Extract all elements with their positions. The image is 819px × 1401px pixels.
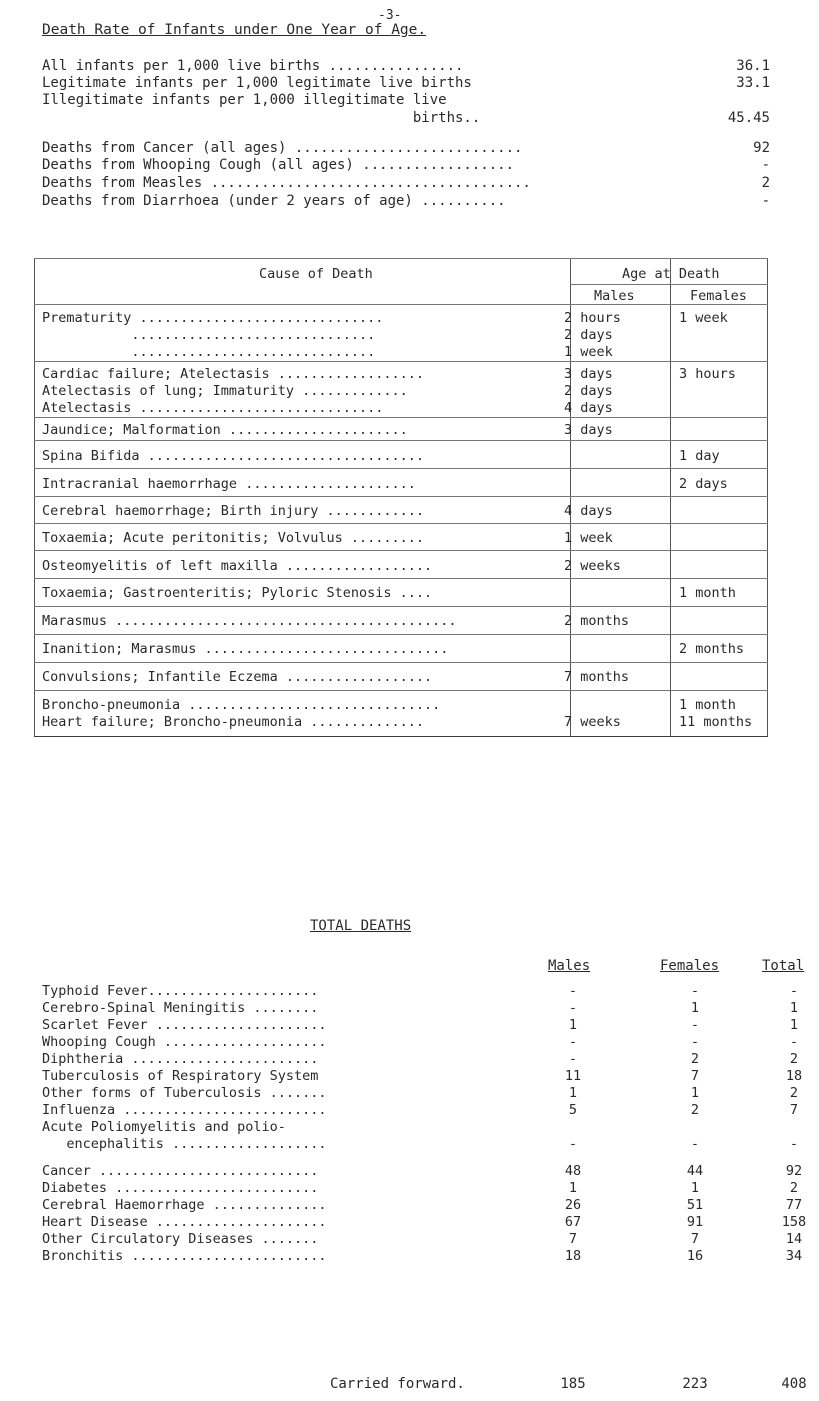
total-deaths-row xyxy=(42,1017,799,1035)
disease-name: Diabetes ......................... xyxy=(42,1180,319,1196)
totals-title: TOTAL DEATHS xyxy=(310,918,412,934)
row-divider xyxy=(34,468,768,469)
males-count: 48 xyxy=(564,1163,582,1179)
male-age-at-death: 2 weeks xyxy=(564,558,621,574)
total-count: 2 xyxy=(789,1051,799,1067)
male-age-at-death: 7 weeks xyxy=(564,714,621,730)
females-count: 1 xyxy=(690,1000,700,1016)
cause-of-death: .............................. xyxy=(42,327,376,343)
females-count: - xyxy=(690,1017,700,1033)
male-age-at-death: 4 days xyxy=(564,400,613,416)
carried-forward-males: 185 xyxy=(560,1376,586,1392)
rate-row xyxy=(42,92,770,110)
rate-label: Deaths from Diarrhoea (under 2 years of age) .......... xyxy=(42,193,506,209)
cause-of-death: Jaundice; Malformation ...................... xyxy=(42,422,408,438)
rate-value: 2 xyxy=(761,175,770,191)
male-age-at-death: 4 days xyxy=(564,503,613,519)
rate-value: 92 xyxy=(753,140,770,156)
disease-name: Tuberculosis of Respiratory System xyxy=(42,1068,319,1084)
disease-name: Cerebro-Spinal Meningitis ........ xyxy=(42,1000,319,1016)
female-age-at-death: 2 days xyxy=(679,476,728,492)
males-count: 7 xyxy=(568,1231,578,1247)
cause-of-death: Broncho-pneumonia ............................... xyxy=(42,697,441,713)
female-age-at-death: 1 month xyxy=(679,697,736,713)
total-count: 158 xyxy=(781,1214,807,1230)
total-count: 18 xyxy=(785,1068,803,1084)
female-age-at-death: 1 month xyxy=(679,585,736,601)
age-at-death-header: Age at Death xyxy=(622,266,720,282)
total-deaths-row xyxy=(42,1119,782,1137)
rate-value: - xyxy=(761,157,770,173)
female-age-at-death: 1 week xyxy=(679,310,728,326)
cause-of-death: Cardiac failure; Atelectasis .................. xyxy=(42,366,425,382)
males-count: 11 xyxy=(564,1068,582,1084)
male-age-at-death: 2 days xyxy=(564,383,613,399)
females-count: 7 xyxy=(690,1068,700,1084)
cause-of-death: Atelectasis of lung; Immaturity ............. xyxy=(42,383,408,399)
row-divider xyxy=(34,550,768,551)
total-count: 34 xyxy=(785,1248,803,1264)
row-divider xyxy=(34,523,768,524)
males-count: - xyxy=(568,1034,578,1050)
females-count: 1 xyxy=(690,1180,700,1196)
total-deaths-row xyxy=(42,1248,803,1266)
male-age-at-death: 2 months xyxy=(564,613,630,629)
females-count: 1 xyxy=(690,1085,700,1101)
row-divider xyxy=(34,361,768,362)
female-age-at-death: 2 months xyxy=(679,641,745,657)
page-number: -3- xyxy=(378,8,402,23)
males-count: 1 xyxy=(568,1180,578,1196)
disease-name: Other Circulatory Diseases ....... xyxy=(42,1231,319,1247)
male-age-at-death: 2 hours xyxy=(564,310,621,326)
disease-name: Other forms of Tuberculosis ....... xyxy=(42,1085,327,1101)
total-deaths-row xyxy=(42,1136,799,1154)
total-deaths-row xyxy=(42,1051,799,1069)
males-count: - xyxy=(568,1136,578,1152)
cause-header: Cause of Death xyxy=(259,266,373,282)
disease-name: Scarlet Fever ..................... xyxy=(42,1017,327,1033)
cause-of-death: Atelectasis .............................. xyxy=(42,400,384,416)
male-age-at-death: 1 week xyxy=(564,344,613,360)
cause-of-death: Marasmus .......................................... xyxy=(42,613,457,629)
carried-forward-row xyxy=(330,1376,807,1396)
total-deaths-row xyxy=(42,1068,803,1086)
rate-row xyxy=(42,140,770,158)
total-deaths-row xyxy=(42,1197,803,1215)
rate-row xyxy=(42,193,770,211)
females-count: - xyxy=(690,1034,700,1050)
total-count: 2 xyxy=(789,1085,799,1101)
cause-of-death: Toxaemia; Acute peritonitis; Volvulus ......... xyxy=(42,530,425,546)
males-count: 67 xyxy=(564,1214,582,1230)
cause-of-death: Osteomyelitis of left maxilla .................. xyxy=(42,558,433,574)
males-header: Males xyxy=(594,288,635,304)
female-age-at-death: 1 day xyxy=(679,448,720,464)
total-count: 92 xyxy=(785,1163,803,1179)
disease-name: Acute Poliomyelitis and polio- xyxy=(42,1119,286,1135)
total-count: 1 xyxy=(789,1017,799,1033)
disease-name: Influenza ......................... xyxy=(42,1102,327,1118)
females-count: 16 xyxy=(686,1248,704,1264)
row-divider xyxy=(34,440,768,441)
total-deaths-row xyxy=(42,1163,803,1181)
male-age-at-death: 1 week xyxy=(564,530,613,546)
males-count: 26 xyxy=(564,1197,582,1213)
cause-of-death: Prematurity .............................. xyxy=(42,310,384,326)
total-count: 2 xyxy=(789,1180,799,1196)
rate-label: Legitimate infants per 1,000 legitimate live births xyxy=(42,75,472,91)
disease-name: Diphtheria ....................... xyxy=(42,1051,319,1067)
row-divider xyxy=(34,578,768,579)
cause-of-death: Intracranial haemorrhage ..................... xyxy=(42,476,416,492)
rate-value: 36.1 xyxy=(736,58,770,74)
rate-row xyxy=(42,175,770,193)
females-count: 51 xyxy=(686,1197,704,1213)
row-divider xyxy=(34,662,768,663)
rate-label: Deaths from Whooping Cough (all ages) .................. xyxy=(42,157,515,173)
females-header: Females xyxy=(690,288,747,304)
total-count: 77 xyxy=(785,1197,803,1213)
disease-name: Bronchitis ........................ xyxy=(42,1248,327,1264)
rate-label: Illegitimate infants per 1,000 illegitimate live xyxy=(42,92,447,108)
row-divider xyxy=(34,496,768,497)
total-deaths-row xyxy=(42,983,799,1001)
total-deaths-row xyxy=(42,1085,799,1103)
males-count: 1 xyxy=(568,1085,578,1101)
male-age-at-death: 7 months xyxy=(564,669,630,685)
disease-name: Heart Disease ..................... xyxy=(42,1214,327,1230)
males-count: - xyxy=(568,1051,578,1067)
row-divider xyxy=(34,690,768,691)
female-age-at-death: 11 months xyxy=(679,714,753,730)
disease-name: Cancer ........................... xyxy=(42,1163,319,1179)
total-deaths-row xyxy=(42,1000,799,1018)
males-count: 5 xyxy=(568,1102,578,1118)
disease-name: Whooping Cough .................... xyxy=(42,1034,327,1050)
rate-value: 33.1 xyxy=(736,75,770,91)
carried-forward-total: 408 xyxy=(781,1376,807,1392)
disease-name: encephalitis ................... xyxy=(42,1136,327,1152)
rate-value: 45.45 xyxy=(727,110,770,126)
row-divider xyxy=(34,634,768,635)
cause-of-death: Inanition; Marasmus .............................. xyxy=(42,641,449,657)
total-deaths-row xyxy=(42,1034,799,1052)
disease-name: Typhoid Fever..................... xyxy=(42,983,319,999)
disease-name: Cerebral Haemorrhage .............. xyxy=(42,1197,327,1213)
females-count: 7 xyxy=(690,1231,700,1247)
females-count: - xyxy=(690,983,700,999)
rate-label: Deaths from Cancer (all ages) ........................... xyxy=(42,140,523,156)
cause-of-death: Cerebral haemorrhage; Birth injury ............ xyxy=(42,503,425,519)
females-count: - xyxy=(690,1136,700,1152)
total-count: - xyxy=(789,1136,799,1152)
total-count: - xyxy=(789,1034,799,1050)
row-divider xyxy=(34,606,768,607)
row-divider xyxy=(34,417,768,418)
males-count: - xyxy=(568,1000,578,1016)
cause-of-death: Toxaemia; Gastroenteritis; Pyloric Stenosis .... xyxy=(42,585,433,601)
cause-of-death: Spina Bifida .................................. xyxy=(42,448,425,464)
total-count: 7 xyxy=(789,1102,799,1118)
cause-of-death: Convulsions; Infantile Eczema .................. xyxy=(42,669,433,685)
rate-row xyxy=(42,75,770,93)
carried-forward-females: 223 xyxy=(682,1376,708,1392)
total-deaths-row xyxy=(42,1231,803,1249)
totals-total-header: Total xyxy=(762,958,805,974)
male-age-at-death: 2 days xyxy=(564,327,613,343)
rate-label: All infants per 1,000 live births ................ xyxy=(42,58,464,74)
cause-of-death: Heart failure; Broncho-pneumonia .............. xyxy=(42,714,425,730)
male-age-at-death: 3 days xyxy=(564,422,613,438)
total-deaths-row xyxy=(42,1214,807,1232)
carried-forward-label: Carried forward. xyxy=(330,1376,465,1392)
rate-label: Deaths from Measles ...................................... xyxy=(42,175,531,191)
female-age-at-death: 3 hours xyxy=(679,366,736,382)
total-deaths-row xyxy=(42,1102,799,1120)
totals-males-header: Males xyxy=(548,958,591,974)
total-deaths-row xyxy=(42,1180,799,1198)
rate-label: births.. xyxy=(42,110,481,126)
total-count: 14 xyxy=(785,1231,803,1247)
females-count: 44 xyxy=(686,1163,704,1179)
males-count: 1 xyxy=(568,1017,578,1033)
male-age-at-death: 3 days xyxy=(564,366,613,382)
rate-row xyxy=(42,157,770,175)
males-count: - xyxy=(568,983,578,999)
rate-row xyxy=(42,58,770,76)
males-count: 18 xyxy=(564,1248,582,1264)
females-count: 2 xyxy=(690,1051,700,1067)
total-count: 1 xyxy=(789,1000,799,1016)
page-heading: Death Rate of Infants under One Year of Age. xyxy=(42,22,427,38)
cause-of-death-table xyxy=(34,258,768,737)
total-count: - xyxy=(789,983,799,999)
cause-of-death: .............................. xyxy=(42,344,376,360)
females-count: 91 xyxy=(686,1214,704,1230)
totals-females-header: Females xyxy=(660,958,720,974)
females-count: 2 xyxy=(690,1102,700,1118)
rate-row xyxy=(42,110,770,128)
rate-value: - xyxy=(761,193,770,209)
